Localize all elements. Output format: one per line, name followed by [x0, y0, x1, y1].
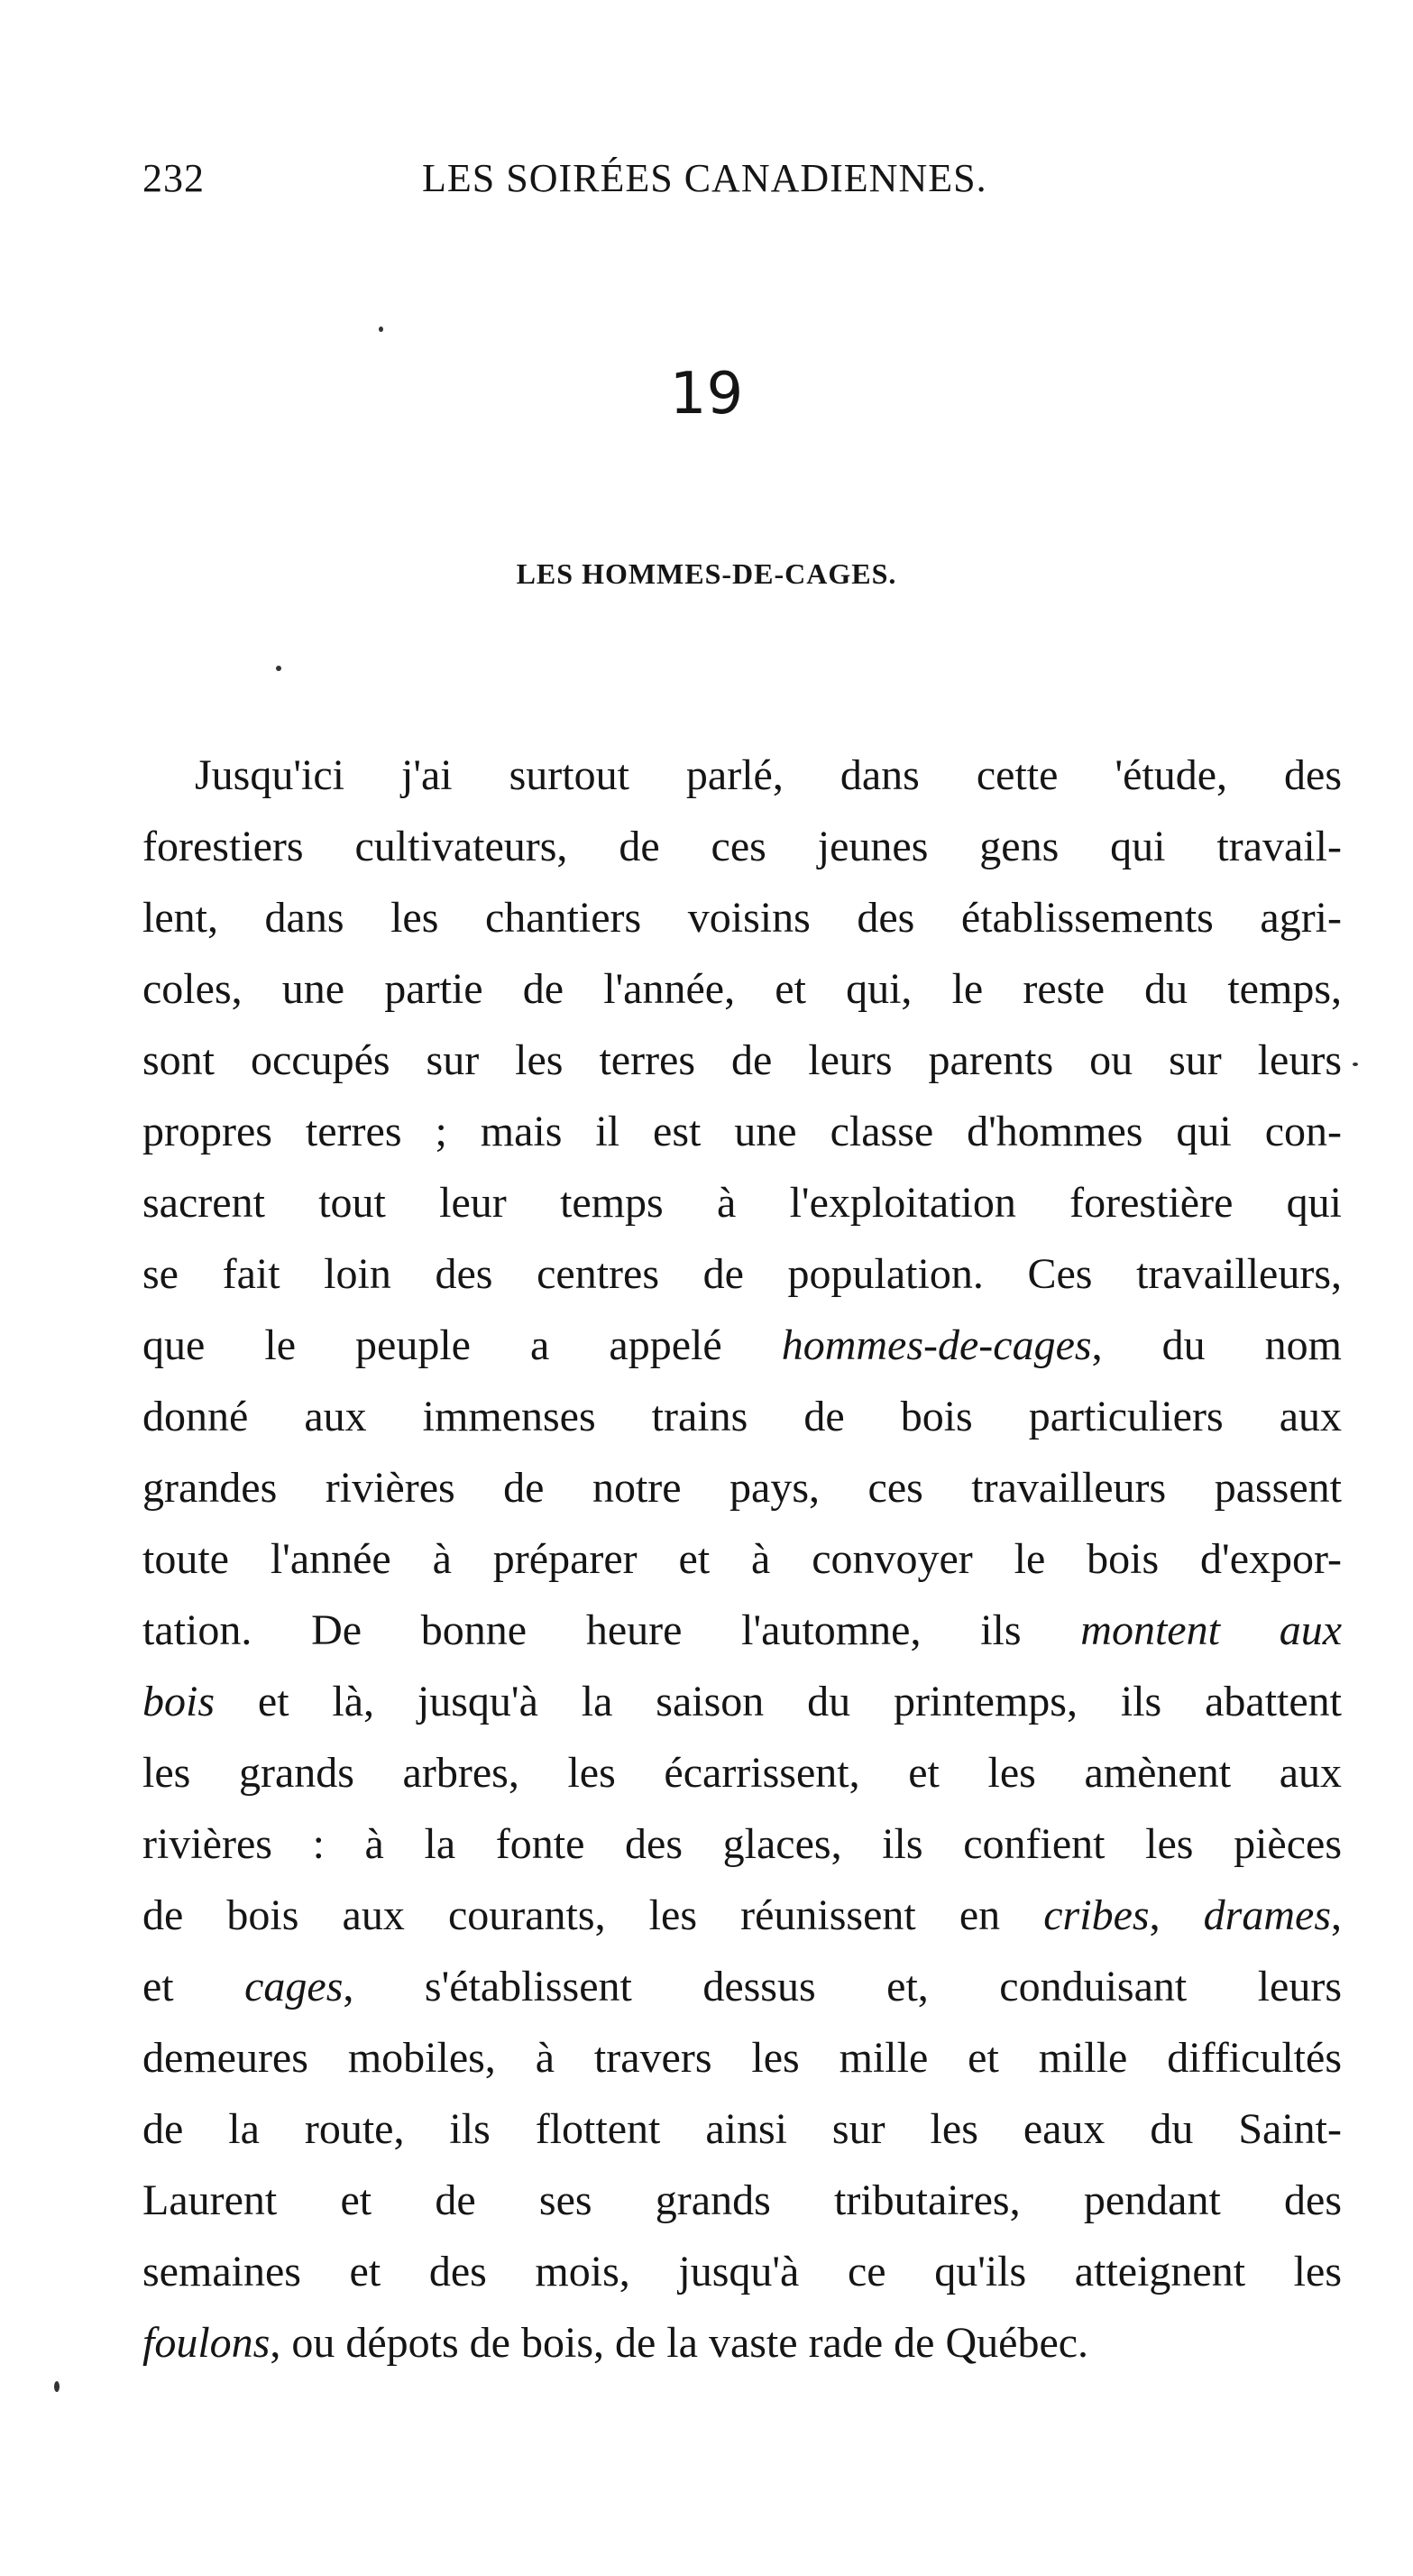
text-line: et cages, s'établissent dessus et, conduisant leurs [142, 1963, 1342, 2010]
text-line: coles, une partie de l'année, et qui, le reste du temps, [142, 965, 1342, 1013]
chapter-title: LES HOMMES-DE-CAGES. [516, 557, 897, 590]
text-line: que le peuple a appelé hommes-de-cages, du nom [142, 1321, 1342, 1369]
text-line: lent, dans les chantiers voisins des établissements agri- [142, 894, 1342, 942]
text-line: forestiers cultivateurs, de ces jeunes gens qui travail- [142, 823, 1342, 870]
print-speck [379, 327, 383, 332]
text-line: toute l'année à préparer et à convoyer le bois d'expor- [142, 1535, 1342, 1583]
text-line: sacrent tout leur temps à l'exploitation forestière qui [142, 1179, 1342, 1227]
text-line: de bois aux courants, les réunissent en cribes, drames, [142, 1891, 1342, 1939]
text-line: propres terres ; mais il est une classe d'hommes qui con- [142, 1108, 1342, 1155]
text-line: bois et là, jusqu'à la saison du printemps, ils abattent [142, 1678, 1342, 1725]
text-line: donné aux immenses trains de bois particuliers aux [142, 1393, 1342, 1440]
text-line: grandes rivières de notre pays, ces travailleurs passent [142, 1464, 1342, 1512]
print-speck [1353, 1063, 1358, 1066]
text-line: de la route, ils flottent ainsi sur les eaux du Saint- [142, 2105, 1342, 2153]
text-line: les grands arbres, les écarrissent, et les amènent aux [142, 1749, 1342, 1797]
text-line: tation. De bonne heure l'automne, ils montent aux [142, 1606, 1342, 1654]
running-title: LES SOIRÉES CANADIENNES. [422, 156, 987, 200]
text-line: Laurent et de ses grands tributaires, pendant des [142, 2176, 1342, 2224]
text-line: demeures mobiles, à travers les mille et mille difficultés [142, 2034, 1342, 2082]
chapter-number: 19 [669, 361, 744, 428]
text-line: se fait loin des centres de population. Ces travailleurs, [142, 1250, 1342, 1298]
text-line: rivières : à la fonte des glaces, ils confient les pièces [142, 1820, 1342, 1868]
print-speck [54, 2381, 60, 2392]
running-head [142, 155, 1342, 218]
text-line: semaines et des mois, jusqu'à ce qu'ils atteignent les [142, 2248, 1342, 2295]
body-paragraph [142, 740, 1342, 2378]
text-line: sont occupés sur les terres de leurs parents ou sur leurs [142, 1036, 1342, 1084]
text-line: Jusqu'ici j'ai surtout parlé, dans cette 'étude, des [195, 751, 1342, 799]
text-line: foulons, ou dépots de bois, de la vaste rade de Québec. [142, 2319, 1089, 2367]
page-number: 232 [142, 156, 205, 200]
print-speck [276, 666, 281, 671]
